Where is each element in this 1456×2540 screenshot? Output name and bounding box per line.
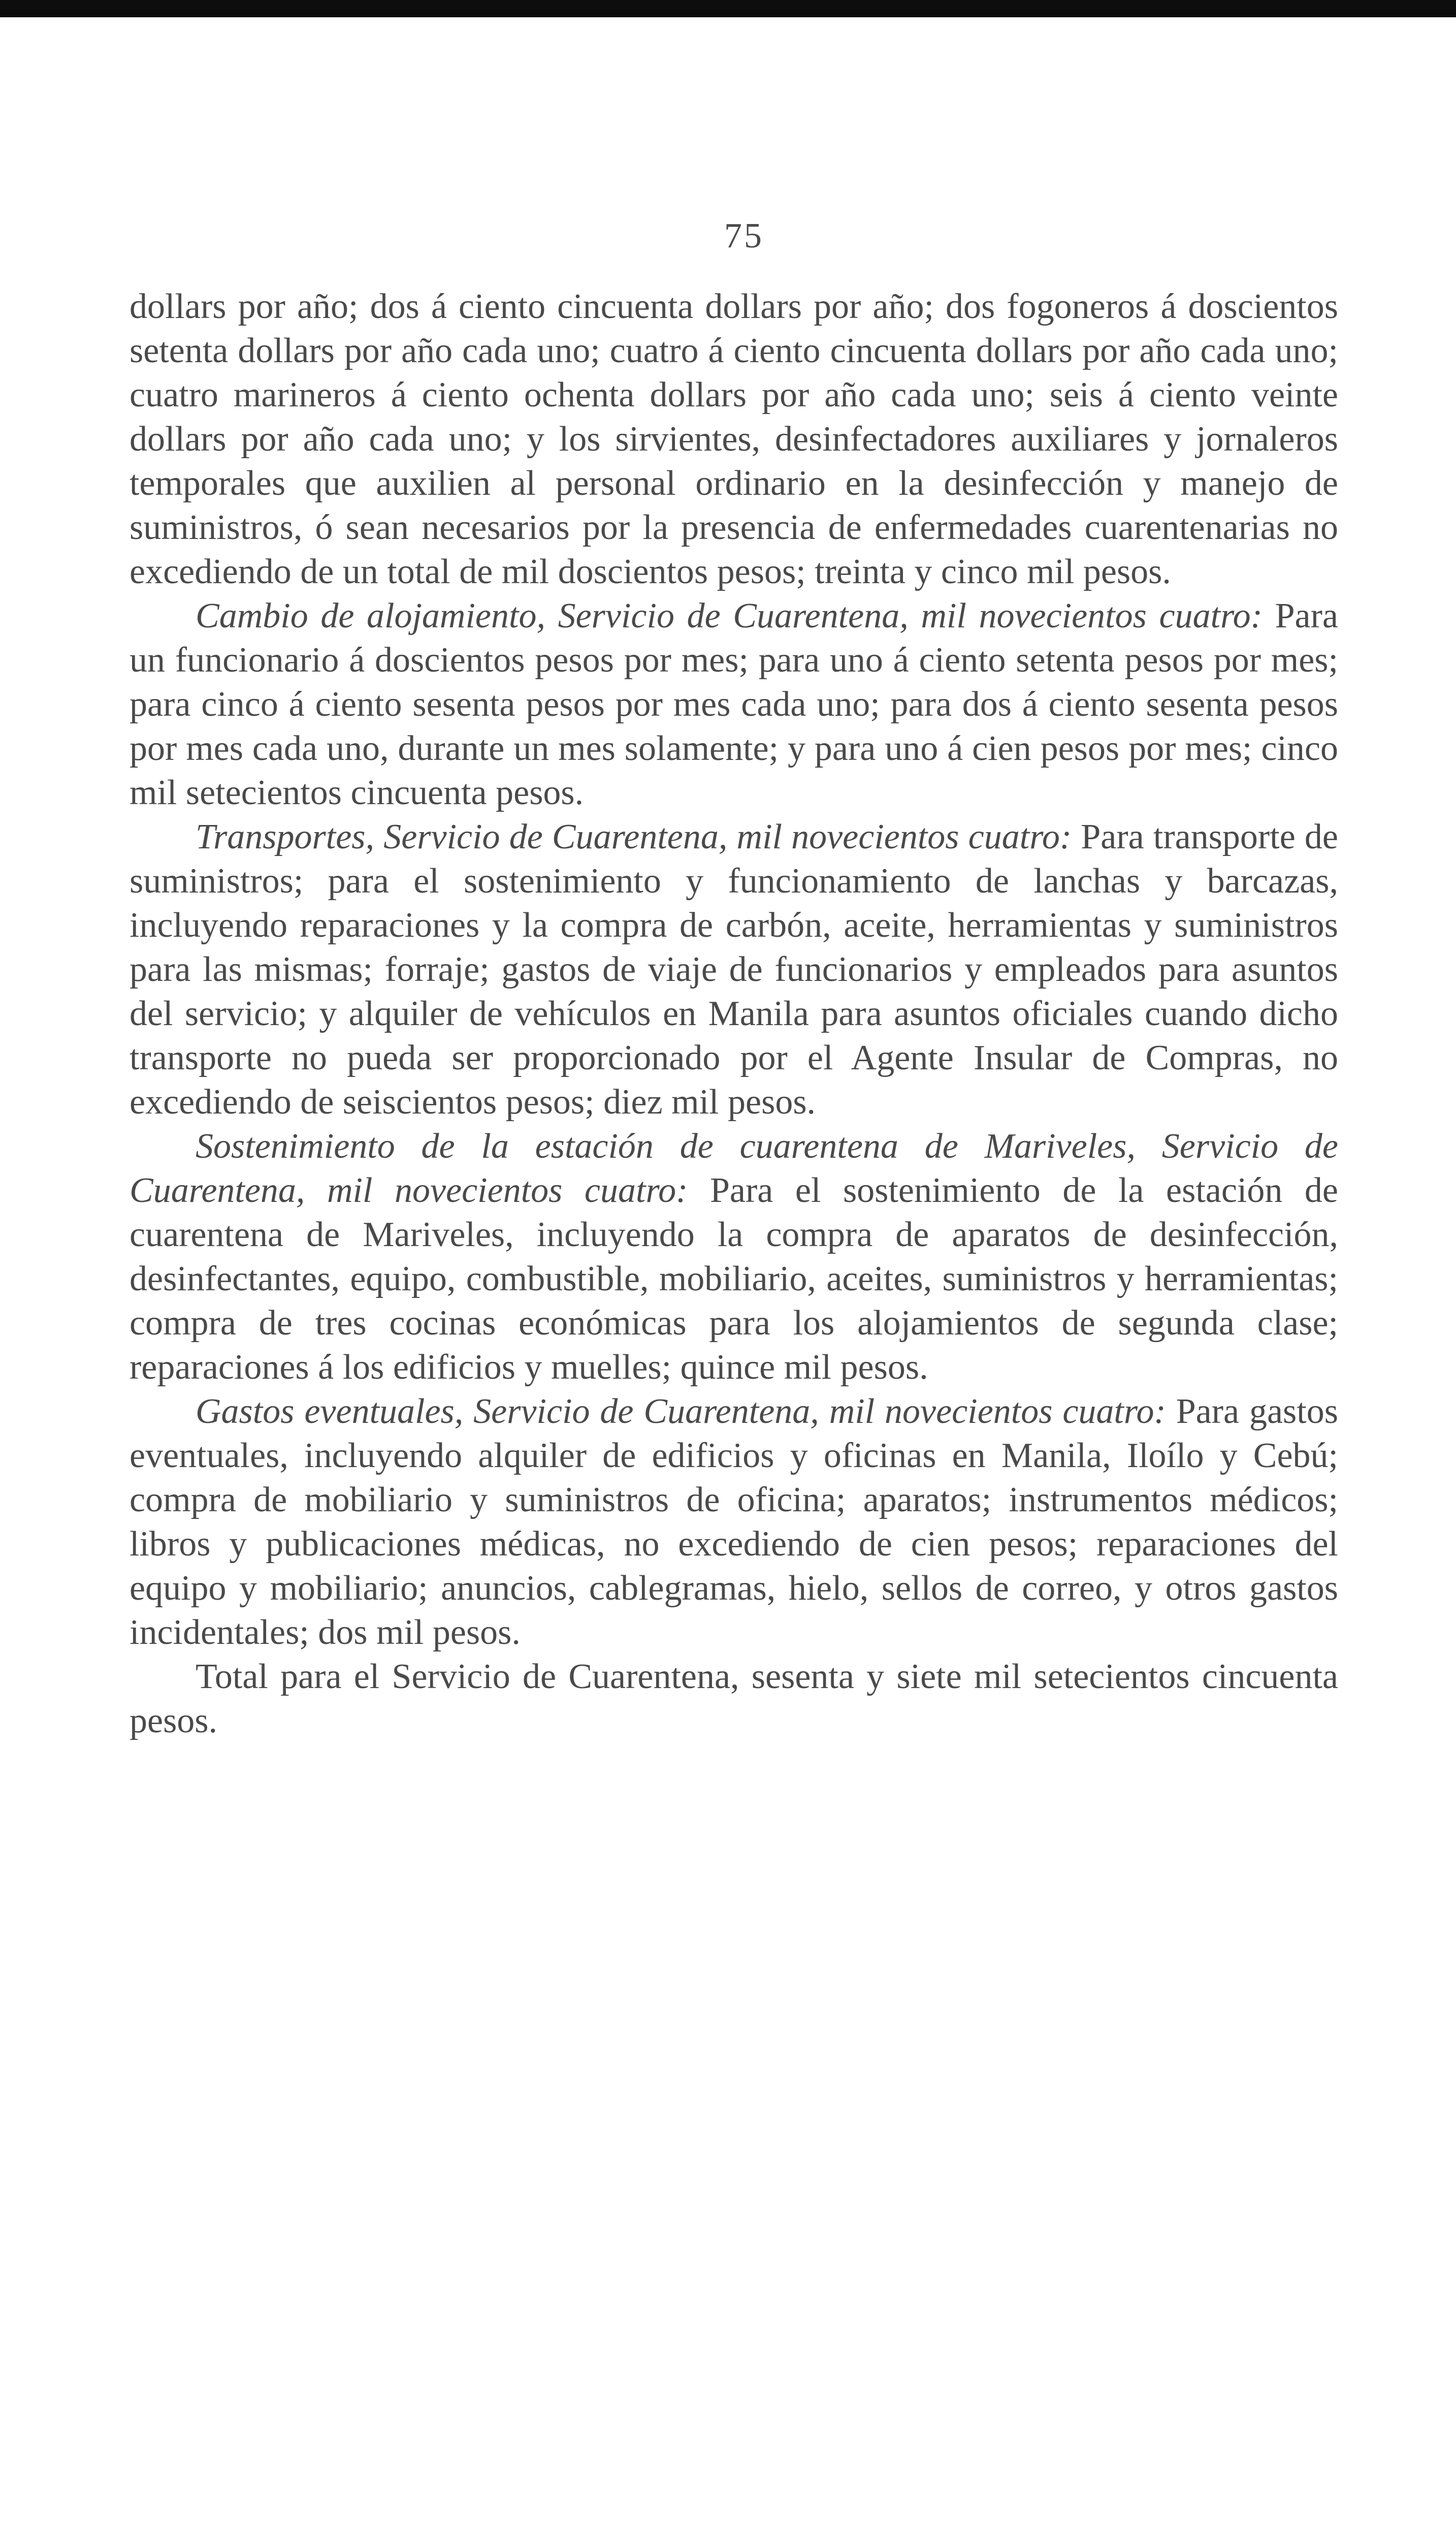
page-number: 75	[724, 216, 764, 256]
paragraph-text: Para gastos eventuales, incluyendo alquiler de edificios y oficinas en Manila, Iloílo y Cebú; compra de mobiliario y suministros de oficina; aparatos; instrumentos médicos; libros y publicaciones médicas, no excediendo de cien pesos; reparaciones del equipo y mobiliario; anuncios, cablegramas, hielo, sellos de correo, y otros gastos incidentales; dos mil pesos.	[130, 1392, 1338, 1652]
paragraph-text: Para el sostenimiento de la estación de cuarentena de Mariveles, incluyendo la compra de aparatos de desinfección, desinfectantes, equipo, combustible, mobiliario, aceites, suministros y herramientas; compra de tres cocinas económicas para los alojamientos de segunda clase; reparaciones á los edificios y muelles; quince mil pesos.	[130, 1171, 1338, 1387]
paragraph-text: Para un funcionario á doscientos pesos por mes; para uno á ciento setenta pesos por mes; para cinco á ciento sesenta pesos por mes cada uno; para dos á ciento sesenta pesos por mes cada uno, durante un mes solamente; y para uno á cien pesos por mes; cinco mil setecientos cincuenta pesos.	[130, 596, 1338, 812]
paragraph-text: dollars por año; dos á ciento cincuenta dollars por año; dos fogoneros á doscientos setenta dollars por año cada uno; cuatro á ciento cincuenta dollars por año cada uno; cuatro marineros á ciento ochenta dollars por año cada uno; seis á ciento veinte dollars por año cada uno; y los sirvientes, desinfectadores auxiliares y jornaleros temporales que auxilien al personal ordinario en la desinfección y manejo de suministros, ó sean necesarios por la presencia de enfermedades cuarentenarias no excediendo de un total de mil doscientos pesos; treinta y cinco mil pesos.	[130, 287, 1338, 591]
section-heading: Cambio de alojamiento, Servicio de Cuarentena, mil novecientos cuatro:	[196, 596, 1275, 636]
paragraph-cambio-alojamiento	[130, 594, 1338, 815]
section-heading: Gastos eventuales, Servicio de Cuarentena, mil novecientos cuatro:	[196, 1392, 1176, 1431]
paragraph-text: Para transporte de suministros; para el sostenimiento y funcionamiento de lanchas y barcazas, incluyendo reparaciones y la compra de carbón, aceite, herramientas y suministros para las mismas; forraje; gastos de viaje de funcionarios y empleados para asuntos del servicio; y alquiler de vehículos en Manila para asuntos oficiales cuando dicho transporte no pueda ser proporcionado por el Agente Insular de Compras, no excediendo de seiscientos pesos; diez mil pesos.	[130, 817, 1338, 1122]
body-text	[130, 284, 1338, 1743]
document-page	[130, 0, 1358, 2540]
paragraph-total	[130, 1655, 1338, 1743]
paragraph-gastos-eventuales	[130, 1389, 1338, 1655]
section-heading: Sostenimiento de la estación de cuarentena de Mariveles, Servicio de Cuarentena, mil novecientos cuatro:	[130, 1127, 1338, 1210]
paragraph-sostenimiento-mariveles	[130, 1124, 1338, 1389]
paragraph-personnel-continuation	[130, 284, 1338, 594]
paragraph-transportes	[130, 815, 1338, 1124]
paragraph-text: Total para el Servicio de Cuarentena, sesenta y siete mil setecientos cincuenta pesos.	[130, 1657, 1338, 1740]
section-heading: Transportes, Servicio de Cuarentena, mil novecientos cuatro:	[196, 817, 1081, 856]
